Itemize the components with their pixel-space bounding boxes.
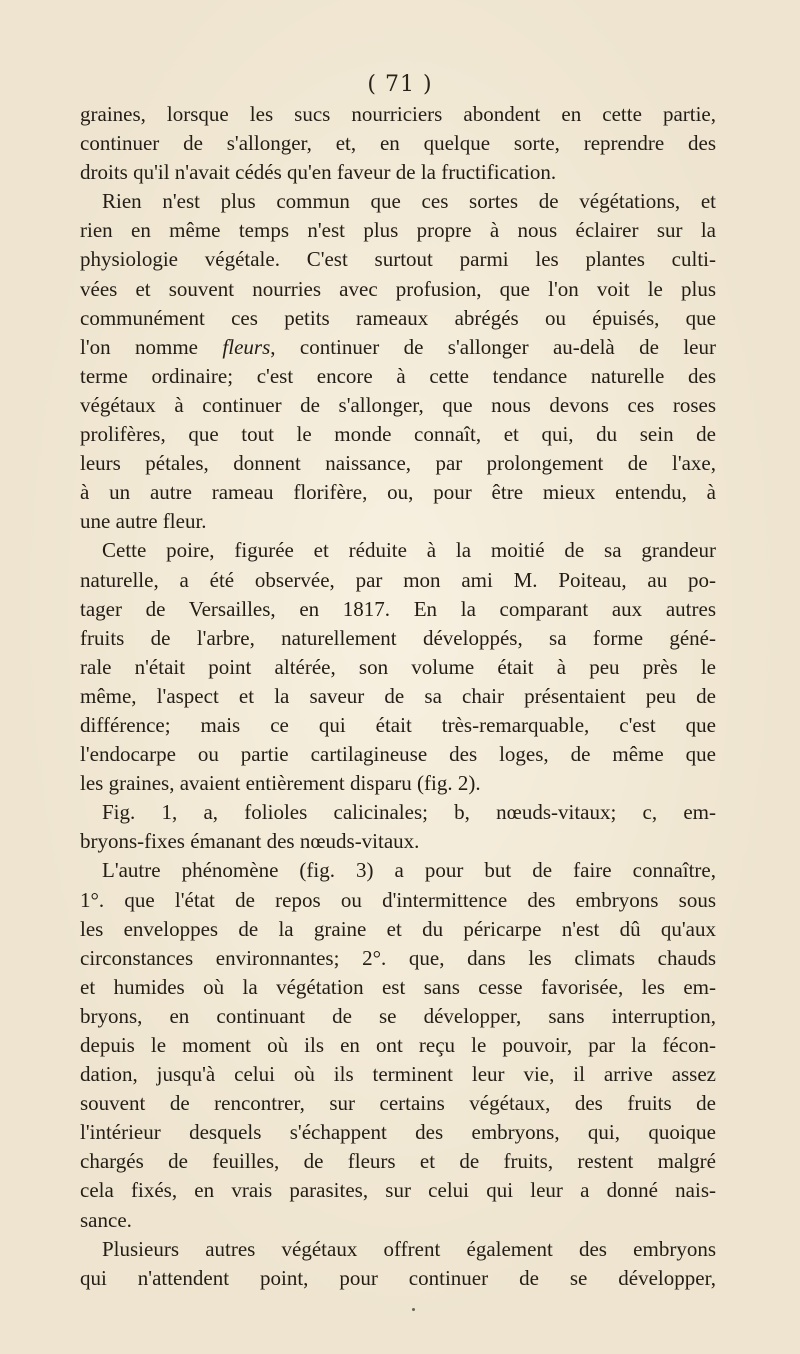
page-number: ( 71 ) [367, 72, 433, 97]
text-line: végétaux à continuer de s'allonger, que nous devons ces roses [80, 392, 716, 417]
text-line: 1°. que l'état de repos ou d'intermittence des embryons sous [80, 887, 716, 912]
text-line: vées et souvent nourries avec profusion, que l'on voit le plus [80, 276, 716, 301]
text-line: l'intérieur desquels s'échappent des embryons, qui, quoique [80, 1120, 716, 1145]
text-line: même, l'aspect et la saveur de sa chair présentaient peu de [80, 683, 716, 708]
text-line: sance. [80, 1207, 132, 1232]
text-line: l'on nomme fleurs, continuer de s'allonger au-delà de leur [80, 334, 716, 359]
text-line: dation, jusqu'à celui où ils terminent leur vie, il arrive assez [80, 1062, 716, 1087]
text-line: les graines, avaient entièrement disparu (fig. 2). [80, 771, 481, 796]
text-line: graines, lorsque les sucs nourriciers abondent en cette partie, [80, 102, 716, 126]
text-line: souvent de rencontrer, sur certains végétaux, des fruits de [80, 1091, 716, 1116]
text-line: L'autre phénomène (fig. 3) a pour but de faire connaître, [102, 858, 716, 883]
text-line: chargés de feuilles, de fleurs et de fruits, restent malgré [80, 1149, 716, 1174]
text-line: circonstances environnantes; 2°. que, dans les climats chauds [80, 945, 716, 970]
text-line: l'endocarpe ou partie cartilagineuse des loges, de même que [80, 742, 716, 767]
text-line: bryons-fixes émanant des nœuds-vitaux. [80, 829, 420, 854]
paper-speck [412, 1308, 415, 1311]
text-line: communément ces petits rameaux abrégés ou épuisés, que [80, 305, 716, 330]
text-line: continuer de s'allonger, et, en quelque sorte, reprendre des [80, 131, 716, 156]
text-line: les enveloppes de la graine et du péricarpe n'est dû qu'aux [80, 916, 716, 941]
body-text [80, 100, 716, 1293]
text-line: qui n'attendent point, pour continuer de se développer, [80, 1265, 716, 1290]
text-line: bryons, en continuant de se développer, sans interruption, [80, 1003, 716, 1028]
text-line: et humides où la végétation est sans cesse favorisée, les em- [80, 974, 716, 999]
text-line: physiologie végétale. C'est surtout parmi les plantes culti- [80, 247, 716, 272]
text-line: terme ordinaire; c'est encore à cette tendance naturelle des [80, 363, 716, 388]
text-line: différence; mais ce qui était très-remarquable, c'est que [80, 712, 716, 737]
text-line: une autre fleur. [80, 509, 207, 534]
text-line: fruits de l'arbre, naturellement développés, sa forme géné- [80, 625, 716, 650]
text-line: cela fixés, en vrais parasites, sur celui qui leur a donné nais- [80, 1178, 716, 1203]
text-line: tager de Versailles, en 1817. En la comparant aux autres [80, 596, 716, 621]
text-line: naturelle, a été observée, par mon ami M. Poiteau, au po- [80, 567, 716, 592]
text-line: Cette poire, figurée et réduite à la moitié de sa grandeur [102, 538, 716, 563]
text-line: Fig. 1, a, folioles calicinales; b, nœuds-vitaux; c, em- [102, 800, 716, 825]
text-line: rale n'était point altérée, son volume était à peu près le [80, 654, 716, 679]
text-line: rien en même temps n'est plus propre à nous éclairer sur la [80, 218, 716, 243]
text-line: à un autre rameau florifère, ou, pour être mieux entendu, à [80, 480, 716, 505]
text-line: prolifères, que tout le monde connaît, et qui, du sein de [80, 422, 716, 447]
text-line: depuis le moment où ils en ont reçu le pouvoir, par la fécon- [80, 1033, 716, 1057]
text-line: droits qu'il n'avait cédés qu'en faveur de la fructification. [80, 160, 557, 185]
text-line: Rien n'est plus commun que ces sortes de végétations, et [102, 189, 716, 214]
text-line: Plusieurs autres végétaux offrent également des embryons [102, 1236, 716, 1261]
text-line: leurs pétales, donnent naissance, par prolongement de l'axe, [80, 451, 716, 476]
